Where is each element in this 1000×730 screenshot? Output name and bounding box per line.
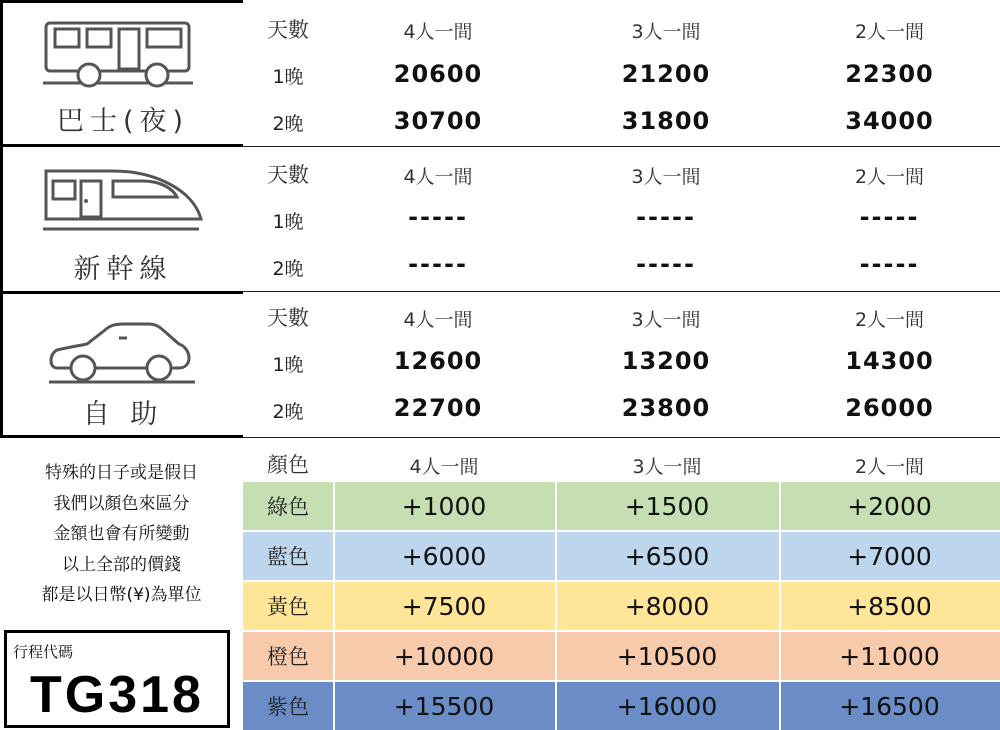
surcharge-amount: +8000	[624, 591, 710, 621]
transport-label-self-drive: 自 助	[82, 399, 164, 430]
surcharge-header-4p: 4人一間	[409, 456, 479, 478]
price-cell: 20600	[393, 60, 483, 88]
surcharge-row	[243, 682, 1000, 730]
transport-label-shinkansen: 新幹線	[73, 254, 173, 285]
col-header-3p: 3人一間	[631, 166, 701, 188]
surcharge-amount: +2000	[847, 491, 932, 521]
price-cell: 26000	[845, 394, 934, 422]
surcharge-amount: +16000	[616, 691, 718, 721]
row-label-2-night: 2晚	[272, 258, 304, 280]
surcharge-amount: +1000	[401, 491, 487, 521]
col-header-2p: 2人一間	[854, 21, 925, 43]
bus-icon	[43, 15, 198, 93]
col-header-4p: 4人一間	[403, 166, 473, 188]
price-cell: 31800	[621, 107, 711, 135]
price-cell: 13200	[621, 347, 711, 375]
tour-code-label: 行程代碼	[13, 643, 74, 661]
surcharge-color-name: 黃色	[267, 595, 309, 619]
surcharge-amount: +10000	[393, 641, 495, 671]
price-cell: -----	[859, 250, 920, 278]
price-cell: -----	[408, 203, 468, 231]
row-label-1-night: 1晚	[272, 66, 304, 88]
price-cell: -----	[408, 250, 468, 278]
bullet-train-icon	[43, 159, 203, 237]
surcharge-amount: +10500	[616, 641, 718, 671]
row-label-2-night: 2晚	[272, 401, 304, 423]
price-cell: -----	[636, 250, 696, 278]
surcharge-header	[243, 438, 1000, 482]
surcharge-amount: +6000	[401, 541, 487, 571]
transport-label-bus: 巴士(夜)	[56, 106, 190, 137]
row-label-1-night: 1晚	[272, 354, 304, 376]
col-header-2p: 2人一間	[854, 166, 925, 188]
surcharge-row	[243, 632, 1000, 680]
surcharge-amount: +1500	[624, 491, 710, 521]
col-header-days: 天數	[267, 163, 309, 187]
row-label-1-night: 1晚	[272, 211, 304, 233]
price-table-bus	[243, 0, 1000, 146]
price-cell: 12600	[393, 347, 483, 375]
col-header-3p: 3人一間	[631, 21, 701, 43]
col-header-3p: 3人一間	[631, 309, 701, 331]
surcharge-color-name: 藍色	[267, 545, 309, 569]
tour-code-value: TG318	[30, 666, 204, 724]
col-header-4p: 4人一間	[403, 309, 473, 331]
col-header-2p: 2人一間	[854, 309, 925, 331]
surcharge-amount: +6500	[624, 541, 710, 571]
surcharge-amount: +15500	[393, 691, 495, 721]
surcharge-color-name: 紫色	[267, 695, 309, 719]
transport-box-bus	[0, 0, 243, 147]
tour-code-box	[4, 630, 230, 728]
surcharge-amount: +8500	[847, 591, 932, 621]
price-cell: 14300	[845, 347, 934, 375]
note-line: 都是以日幣(¥)為單位	[41, 585, 202, 605]
surcharge-header-2p: 2人一間	[854, 456, 925, 478]
price-cell: 22700	[393, 394, 483, 422]
transport-box-self-drive	[0, 291, 243, 438]
price-cell: 22300	[845, 60, 934, 88]
col-header-4p: 4人一間	[403, 21, 473, 43]
note-line: 我們以顏色來區分	[53, 493, 190, 514]
col-header-days: 天數	[267, 306, 309, 330]
note-line: 特殊的日子或是假日	[45, 463, 198, 483]
price-cell: 30700	[393, 107, 483, 135]
surcharge-header-3p: 3人一間	[632, 456, 702, 478]
note-line: 以上全部的價錢	[62, 554, 181, 575]
surcharge-color-name: 橙色	[267, 645, 309, 669]
car-icon	[43, 306, 203, 386]
note-line: 金額也會有所變動	[53, 524, 190, 544]
notes	[0, 458, 243, 611]
surcharge-row	[243, 532, 1000, 580]
surcharge-amount: +16500	[839, 691, 940, 721]
price-cell: 23800	[621, 394, 711, 422]
price-cell: 34000	[845, 107, 934, 135]
surcharge-amount: +7500	[401, 591, 487, 621]
surcharge-row	[243, 582, 1000, 630]
transport-box-shinkansen	[0, 144, 243, 294]
row-label-2-night: 2晚	[272, 113, 304, 135]
price-table-shinkansen	[243, 146, 1000, 292]
price-table-self-drive	[243, 291, 1000, 437]
surcharge-amount: +11000	[839, 641, 940, 671]
surcharge-amount: +7000	[847, 541, 932, 571]
price-cell: -----	[859, 203, 920, 231]
surcharge-header-color: 顏色	[267, 453, 309, 477]
surcharge-color-name: 綠色	[267, 495, 309, 519]
col-header-days: 天數	[267, 18, 309, 42]
price-cell: 21200	[621, 60, 711, 88]
surcharge-row	[243, 482, 1000, 530]
price-cell: -----	[636, 203, 696, 231]
